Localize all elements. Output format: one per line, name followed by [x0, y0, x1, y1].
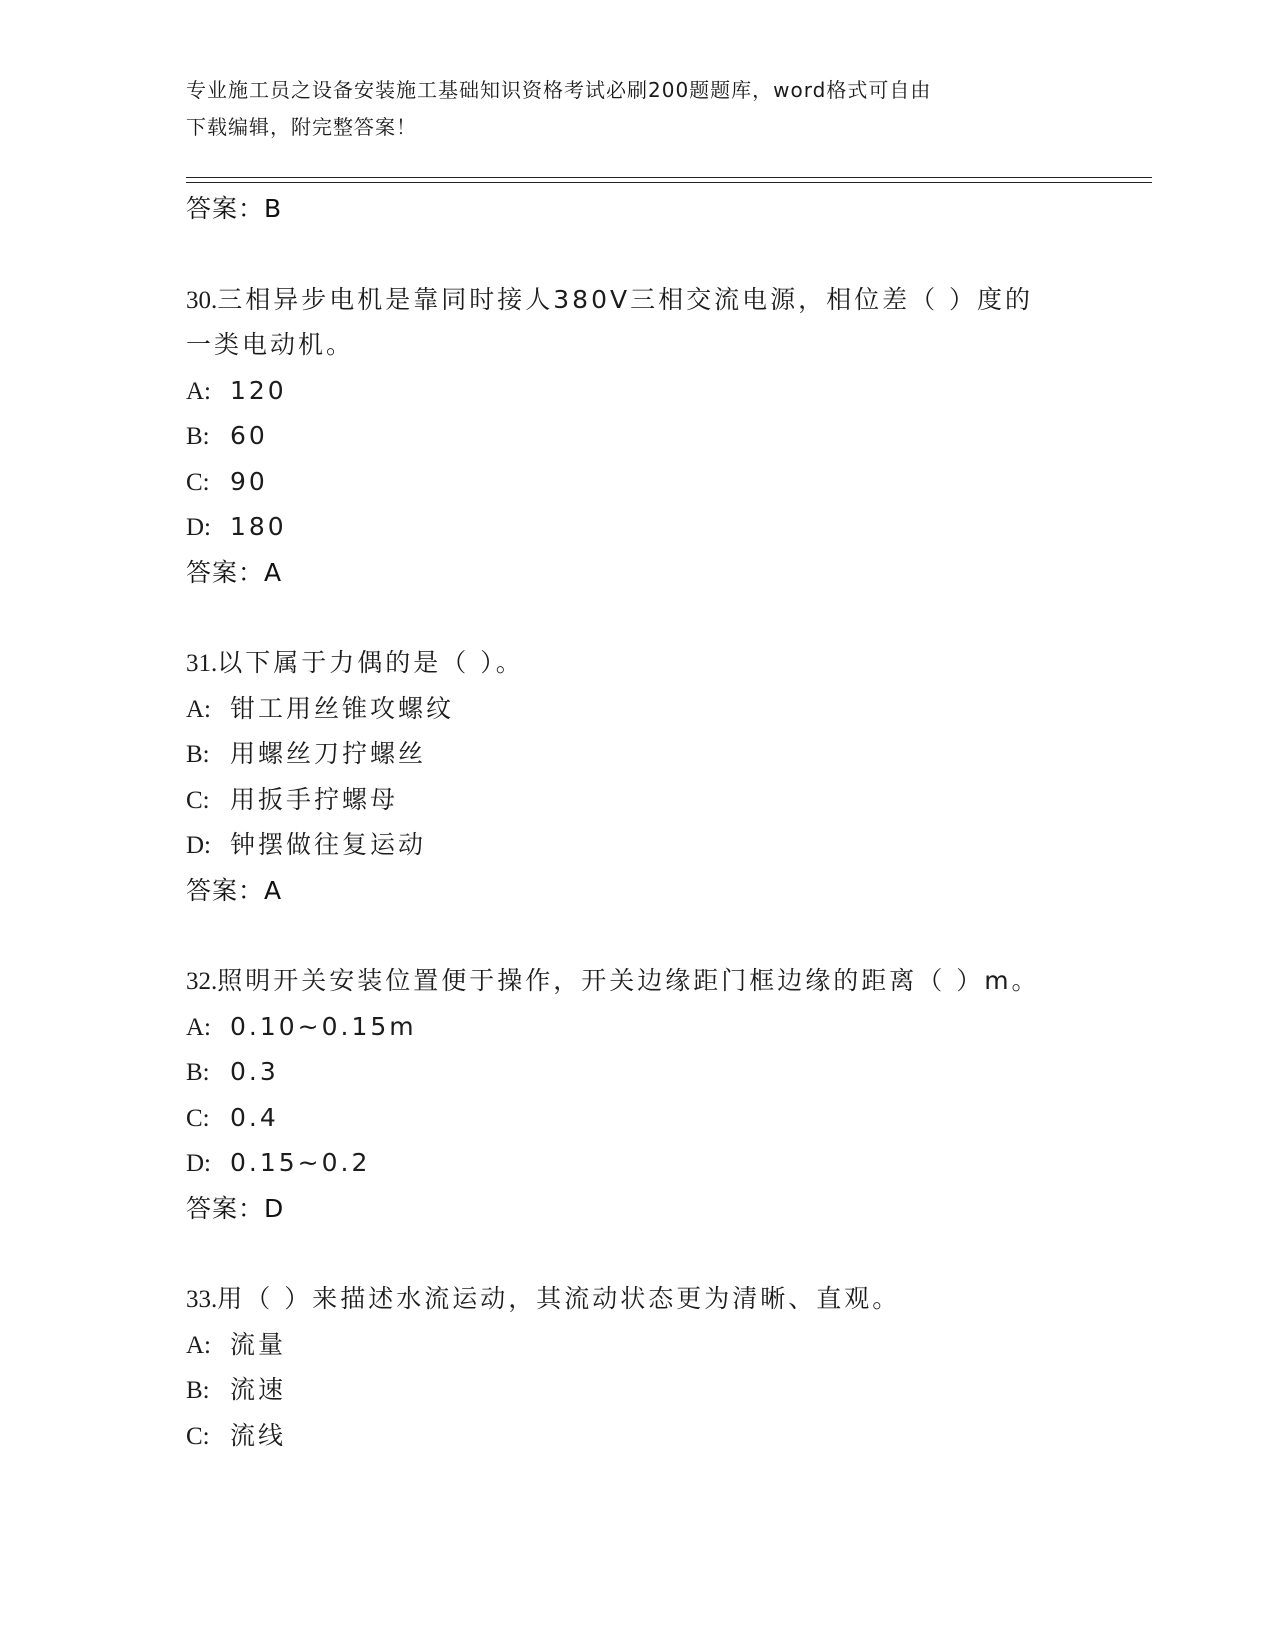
option-letter: C: — [186, 468, 210, 496]
answer-line: 答案：A — [186, 875, 283, 905]
option-letter: B: — [186, 423, 210, 450]
question-text-line: 三相异步电机是靠同时接人380V三相交流电源，相位差（ ）度的 — [217, 284, 1034, 314]
option-c — [186, 777, 1146, 823]
option-d — [186, 822, 1146, 868]
option-d — [186, 1140, 1146, 1186]
question-30 — [186, 277, 1146, 596]
answer-line: 答案：A — [186, 557, 283, 587]
question-number: 30. — [186, 286, 218, 314]
option-text: 90 — [230, 466, 268, 496]
spacer — [186, 913, 1146, 958]
header-line-1: 专业施工员之设备安装施工基础知识资格考试必刷200题题库，word格式可自由 — [186, 78, 932, 102]
question-text — [186, 277, 1146, 323]
question-33 — [186, 1276, 1146, 1458]
question-number: 31. — [186, 650, 218, 677]
question-number: 32. — [186, 968, 218, 995]
option-letter: A: — [186, 1013, 211, 1041]
header-divider-bottom — [186, 182, 1152, 183]
option-letter: D: — [186, 1150, 211, 1177]
option-text: 180 — [230, 512, 287, 541]
option-b — [186, 1049, 1146, 1095]
header-divider-top — [186, 177, 1152, 178]
option-letter: B: — [186, 1377, 210, 1404]
option-text: 0.3 — [230, 1057, 279, 1086]
question-text-line: 照明开关安装位置便于操作，开关边缘距门框边缘的距离（ ）m。 — [217, 966, 1040, 995]
option-letter: C: — [186, 1422, 210, 1450]
option-letter: C: — [186, 1104, 210, 1132]
option-a — [186, 368, 1146, 414]
option-c — [186, 459, 1146, 505]
option-b — [186, 1367, 1146, 1413]
option-text: 0.4 — [230, 1102, 279, 1132]
header-line-2: 下载编辑，附完整答案！ — [186, 115, 417, 139]
question-text — [186, 640, 1146, 686]
option-letter: B: — [186, 1059, 210, 1086]
option-text: 流线 — [230, 1420, 287, 1450]
option-letter: A: — [186, 695, 211, 723]
option-text: 流量 — [230, 1329, 287, 1359]
option-text: 0.10~0.15m — [230, 1011, 417, 1041]
question-32 — [186, 958, 1146, 1231]
option-text: 用扳手拧螺母 — [230, 784, 399, 814]
previous-answer: 答案：B — [186, 194, 283, 223]
question-text-line: 用（ ）来描述水流运动，其流动状态更为清晰、直观。 — [217, 1284, 901, 1313]
option-letter: A: — [186, 377, 211, 405]
option-c — [186, 1413, 1146, 1459]
option-a — [186, 686, 1146, 732]
option-text: 0.15~0.2 — [230, 1148, 371, 1177]
option-a — [186, 1004, 1146, 1050]
spacer — [186, 595, 1146, 640]
option-letter: D: — [186, 514, 211, 541]
option-a — [186, 1322, 1146, 1368]
answer-line: 答案：D — [186, 1193, 285, 1223]
option-d — [186, 504, 1146, 550]
option-letter: D: — [186, 832, 211, 859]
question-31 — [186, 640, 1146, 913]
document-header — [186, 72, 1086, 146]
option-text: 钟摆做往复运动 — [230, 830, 427, 859]
question-text — [186, 958, 1146, 1004]
option-text: 钳工用丝锥攻螺纹 — [230, 693, 455, 723]
spacer — [186, 1231, 1146, 1276]
question-text — [186, 1276, 1146, 1322]
option-text: 120 — [230, 375, 287, 405]
spacer — [186, 232, 1146, 277]
question-text-line: 以下属于力偶的是（ ）。 — [217, 648, 524, 677]
question-number: 33. — [186, 1286, 218, 1313]
question-list — [186, 186, 1146, 1458]
option-text: 流速 — [230, 1375, 287, 1404]
option-text: 60 — [230, 421, 268, 450]
option-c — [186, 1095, 1146, 1141]
option-letter: C: — [186, 786, 210, 814]
option-b — [186, 413, 1146, 459]
option-letter: A: — [186, 1331, 211, 1359]
option-text: 用螺丝刀拧螺丝 — [230, 739, 427, 768]
option-b — [186, 731, 1146, 777]
option-letter: B: — [186, 741, 210, 768]
question-text-continued: 一类电动机。 — [186, 330, 355, 359]
